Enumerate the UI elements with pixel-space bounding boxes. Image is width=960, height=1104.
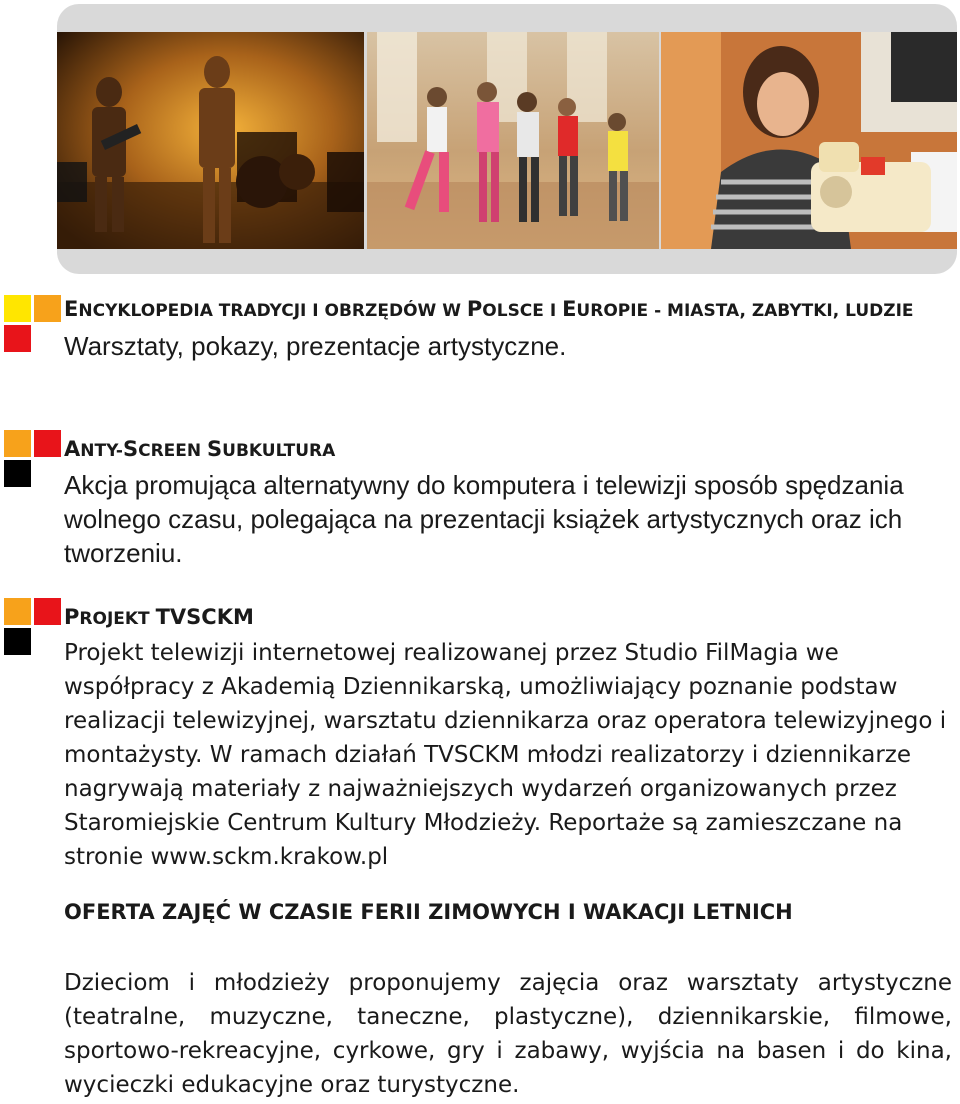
photo-banner (57, 4, 957, 274)
black-square (4, 460, 31, 487)
concert-photo (57, 32, 364, 249)
dance-photo (367, 32, 659, 249)
section-title: ENCYKLOPEDIA TRADYCJI I OBRZĘDÓW W POLSCE I EUROPIE - MIASTA, ZABYTKI, LUDZIE (64, 297, 914, 321)
orange-square (4, 430, 31, 457)
black-square (4, 628, 31, 655)
offer-text-block (64, 966, 952, 1102)
section-text: Projekt telewizji internetowej realizowanej przez Studio FilMagia we współpracy z Akademią Dziennikarską, umożliwiający poznanie podstaw realizacji telewizyjnej, warsztatu dziennikarza oraz operatora telewizyjnego i montażysty. W ramach działań TVSCKM młodzi realizatorzy i dziennikarze nagrywają materiały z najważniejszych wydarzeń organizowanych przez Staromiejskie Centrum Kultury Młodzieży. Reportaże są zamieszczane na stronie www.sckm.krakow.pl (64, 640, 947, 870)
section-encyclopedia (64, 292, 952, 363)
red-square (34, 430, 61, 457)
section-title: PROJEKT TVSCKM (64, 605, 254, 629)
offer-heading-block (64, 900, 952, 924)
bullet-squares (4, 598, 66, 658)
red-square (34, 598, 61, 625)
section-title: ANTY-SCREEN SUBKULTURA (64, 437, 336, 461)
offer-text: Dzieciom i młodzieży proponujemy zajęcia oraz warsztaty artystyczne (teatralne, muzyczne, taneczne, plastyczne), dziennikarskie, filmowe, sportowo-rekreacyjne, cyrkowe, gry i zabawy, wyjścia na basen i do kina, wycieczki edukacyjne oraz turystyczne. (64, 970, 952, 1098)
bullet-squares (4, 295, 66, 355)
section-projekt-tvsckm (64, 600, 952, 874)
yellow-square (4, 295, 31, 322)
orange-square (4, 598, 31, 625)
sewing-photo (661, 32, 957, 249)
red-square (4, 325, 31, 352)
section-text: Akcja promująca alternatywny do komputera i telewizji sposób spędzania wolnego czasu, polegająca na prezentacji książek artystycznych oraz ich tworzeniu. (64, 470, 904, 568)
orange-square (34, 295, 61, 322)
section-text: Warsztaty, pokazy, prezentacje artystyczne. (64, 331, 567, 361)
offer-heading: OFERTA ZAJĘĆ W CZASIE FERII ZIMOWYCH I WAKACJI LETNICH (64, 900, 793, 924)
bullet-squares (4, 430, 66, 490)
section-anty-screen (64, 432, 952, 570)
